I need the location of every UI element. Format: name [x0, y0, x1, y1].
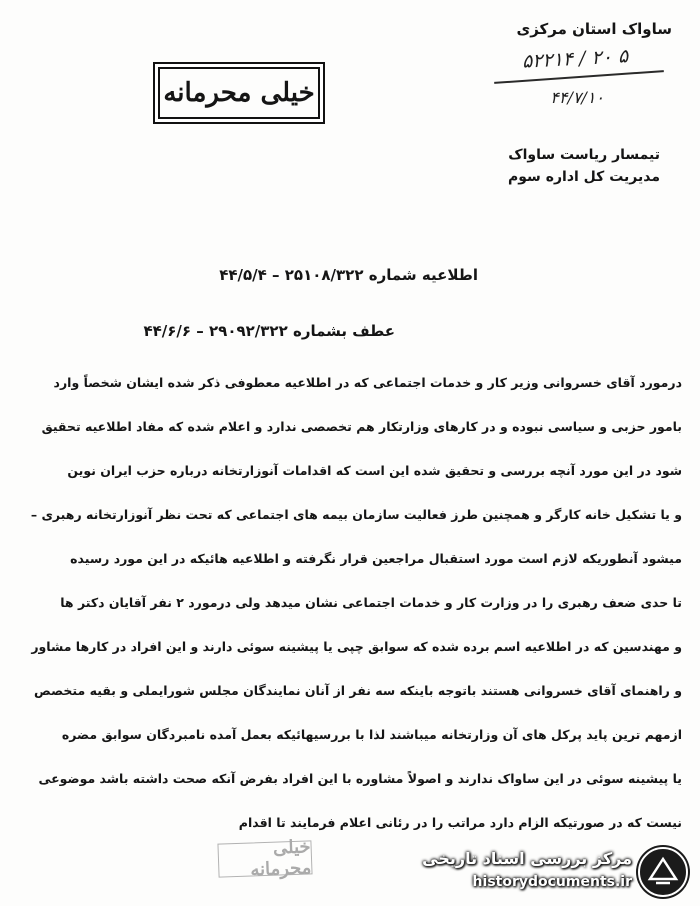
notice-reference: اطلاعیه شماره ۲۵۱۰۸/۳۲۲ – ۴۴/۵/۴: [219, 266, 478, 284]
archive-logo-graphic-icon: [636, 845, 690, 899]
body-line: و راهنمای آقای خسروانی هستند باتوجه باینکه سه نفر از آنان نمایندگان مجلس شورایملی و بقیه متخصص: [34, 683, 682, 698]
recipient-block: [508, 144, 660, 188]
follow-up-reference: عطف بشماره ۲۹۰۹۲/۳۲۲ – ۴۴/۶/۶: [143, 322, 395, 340]
faded-classification-stamp: خیلی محرمانه: [217, 840, 312, 877]
watermark-title: مرکز بررسی اسناد تاریخی: [422, 849, 632, 868]
archive-logo-icon: [636, 845, 690, 899]
body-line: درمورد آقای خسروانی وزیر کار و خدمات اجتماعی که در اطلاعیه معطوفی ذکر شده ایشان شخصاً وارد: [53, 375, 682, 390]
body-line: یا پیشینه سوئی در این ساواک ندارند و اصولاً مشاوره با این افراد بفرض آنکه صحت داشته باشد موضوعی: [38, 771, 682, 786]
body-line: شود در این مورد آنچه بررسی و تحقیق شده این است که اقدامات آنوزارتخانه درباره حزب ایران نوین: [67, 463, 682, 478]
handwritten-underline: [494, 70, 664, 84]
organization-header: ساواک استان مرکزی: [516, 20, 672, 38]
handwritten-date: ۴۴/۷/۱۰: [550, 88, 604, 107]
body-line: ازمهم ترین پاید پرکل های آن وزارتخانه میباشند لذا با بررسیهائیکه بعمل آمده نامبردگان سوابق مضره: [61, 727, 682, 742]
body-line: بامور حزبی و سیاسی نبوده و در کارهای وزارتکار هم تخصصی ندارد و اعلام شده که مفاد اطلاعیه تحقیق: [41, 419, 682, 434]
recipient-line-2: مدیریت کل اداره سوم: [508, 169, 660, 185]
recipient-line-1: تیمسار ریاست ساواک: [508, 147, 660, 163]
body-line: تا حدی ضعف رهبری را در وزارت کار و خدمات اجتماعی نشان میدهد ولی درمورد ۲ نفر آقایان دکتر ها: [60, 595, 682, 610]
body-line: میشود آنطوریکه لازم است مورد استقبال مراجعین قرار نگرفته و اطلاعیه هائیکه در این مورد رسیده: [70, 551, 682, 566]
body-line: و مهندسین که در اطلاعیه اسم برده شده که سوابق چپی یا پیشینه سوئی دارند و این افراد در کارها مشاور: [31, 639, 682, 654]
letter-body: [18, 372, 682, 856]
body-line: و یا تشکیل خانه کارگر و همچنین طرز فعالیت سازمان بیمه های اجتماعی که تحت نظر آنوزارتخانه رهبری –: [30, 507, 682, 522]
watermark: [422, 845, 690, 901]
body-line: نیست که در صورتیکه الزام دارد مراتب را در رئانی اعلام فرمایند تا اقدام: [238, 815, 682, 830]
handwritten-letter-number: ۵۲۲۱۴ / ۲۰ ۵: [521, 45, 629, 73]
classification-stamp: خیلی محرمانه: [153, 62, 325, 124]
watermark-url: historydocuments.ir: [472, 874, 632, 890]
